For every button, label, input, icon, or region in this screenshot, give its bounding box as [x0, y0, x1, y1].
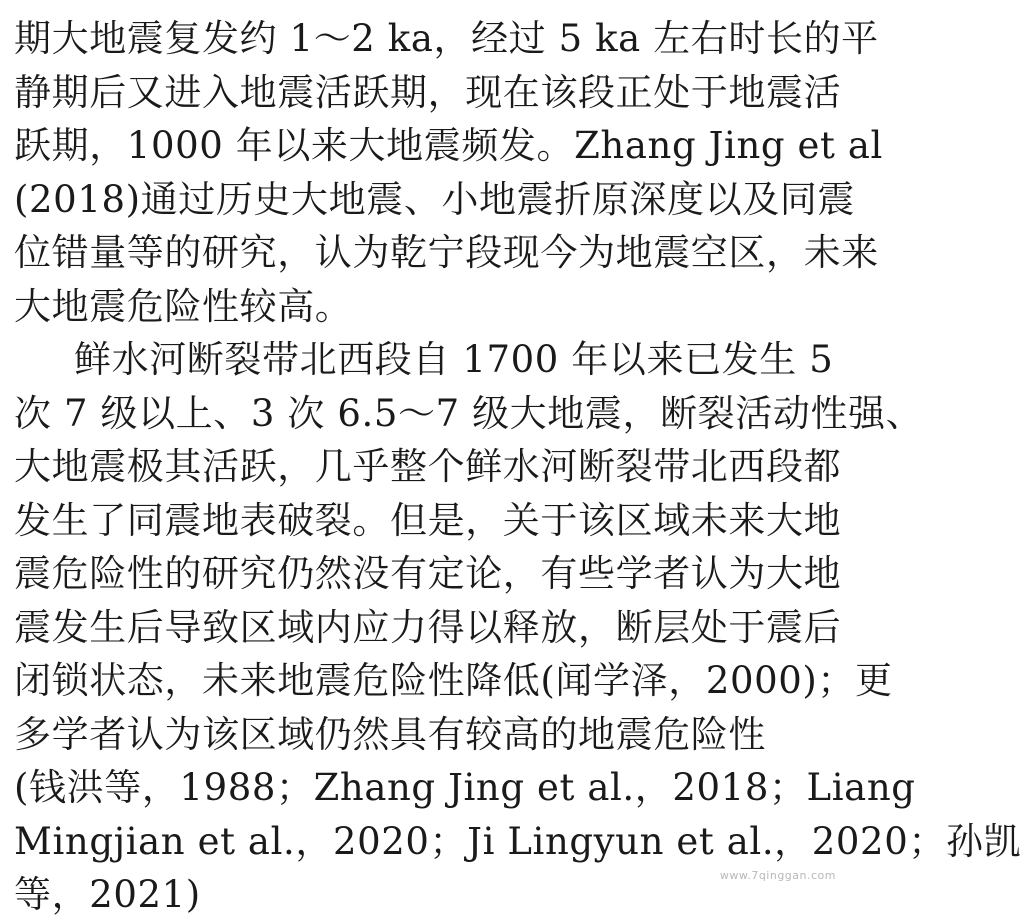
text-line: 发生了同震地表破裂。但是，关于该区域未来大地 — [14, 498, 842, 542]
text-line: 次 7 级以上、3 次 6.5～7 级大地震，断裂活动性强、 — [14, 391, 924, 435]
text-line: 位错量等的研究，认为乾宁段现今为地震空区，未来 — [14, 231, 879, 274]
watermark: www.7qinggan.com — [719, 869, 836, 882]
text-line: 闭锁状态，未来地震危险性降低(闻学泽，2000)；更 — [14, 659, 893, 702]
text-line: 跃期，1000 年以来大地震频发。Zhang Jing et al — [14, 124, 883, 167]
text-line: (2018)通过历史大地震、小地震折原深度以及同震 — [14, 177, 856, 221]
text-line: 鲜水河断裂带北西段自 1700 年以来已发生 5 — [74, 338, 834, 381]
text-line: 等，2021) — [14, 873, 201, 916]
text-line: 震危险性的研究仍然没有定论，有些学者认为大地 — [14, 552, 842, 595]
text-line: Mingjian et al.，2020；Ji Lingyun et al.，2020；孙凯 — [14, 819, 1021, 863]
text-line: (钱洪等，1988；Zhang Jing et al.，2018；Liang — [14, 766, 916, 809]
text-line: 震发生后导致区域内应力得以释放，断层处于震后 — [14, 605, 842, 649]
text-line: 静期后又进入地震活跃期，现在该段正处于地震活 — [14, 70, 842, 114]
text-line: 多学者认为该区域仍然具有较高的地震危险性 — [14, 712, 766, 756]
paragraph-1 — [14, 12, 883, 333]
text-line: 大地震极其活跃，几乎整个鲜水河断裂带北西段都 — [14, 445, 842, 488]
paragraph-2 — [14, 333, 1021, 922]
text-line: 大地震危险性较高。 — [14, 284, 353, 328]
text-line: 期大地震复发约 1～2 ka，经过 5 ka 左右时长的平 — [14, 17, 879, 60]
